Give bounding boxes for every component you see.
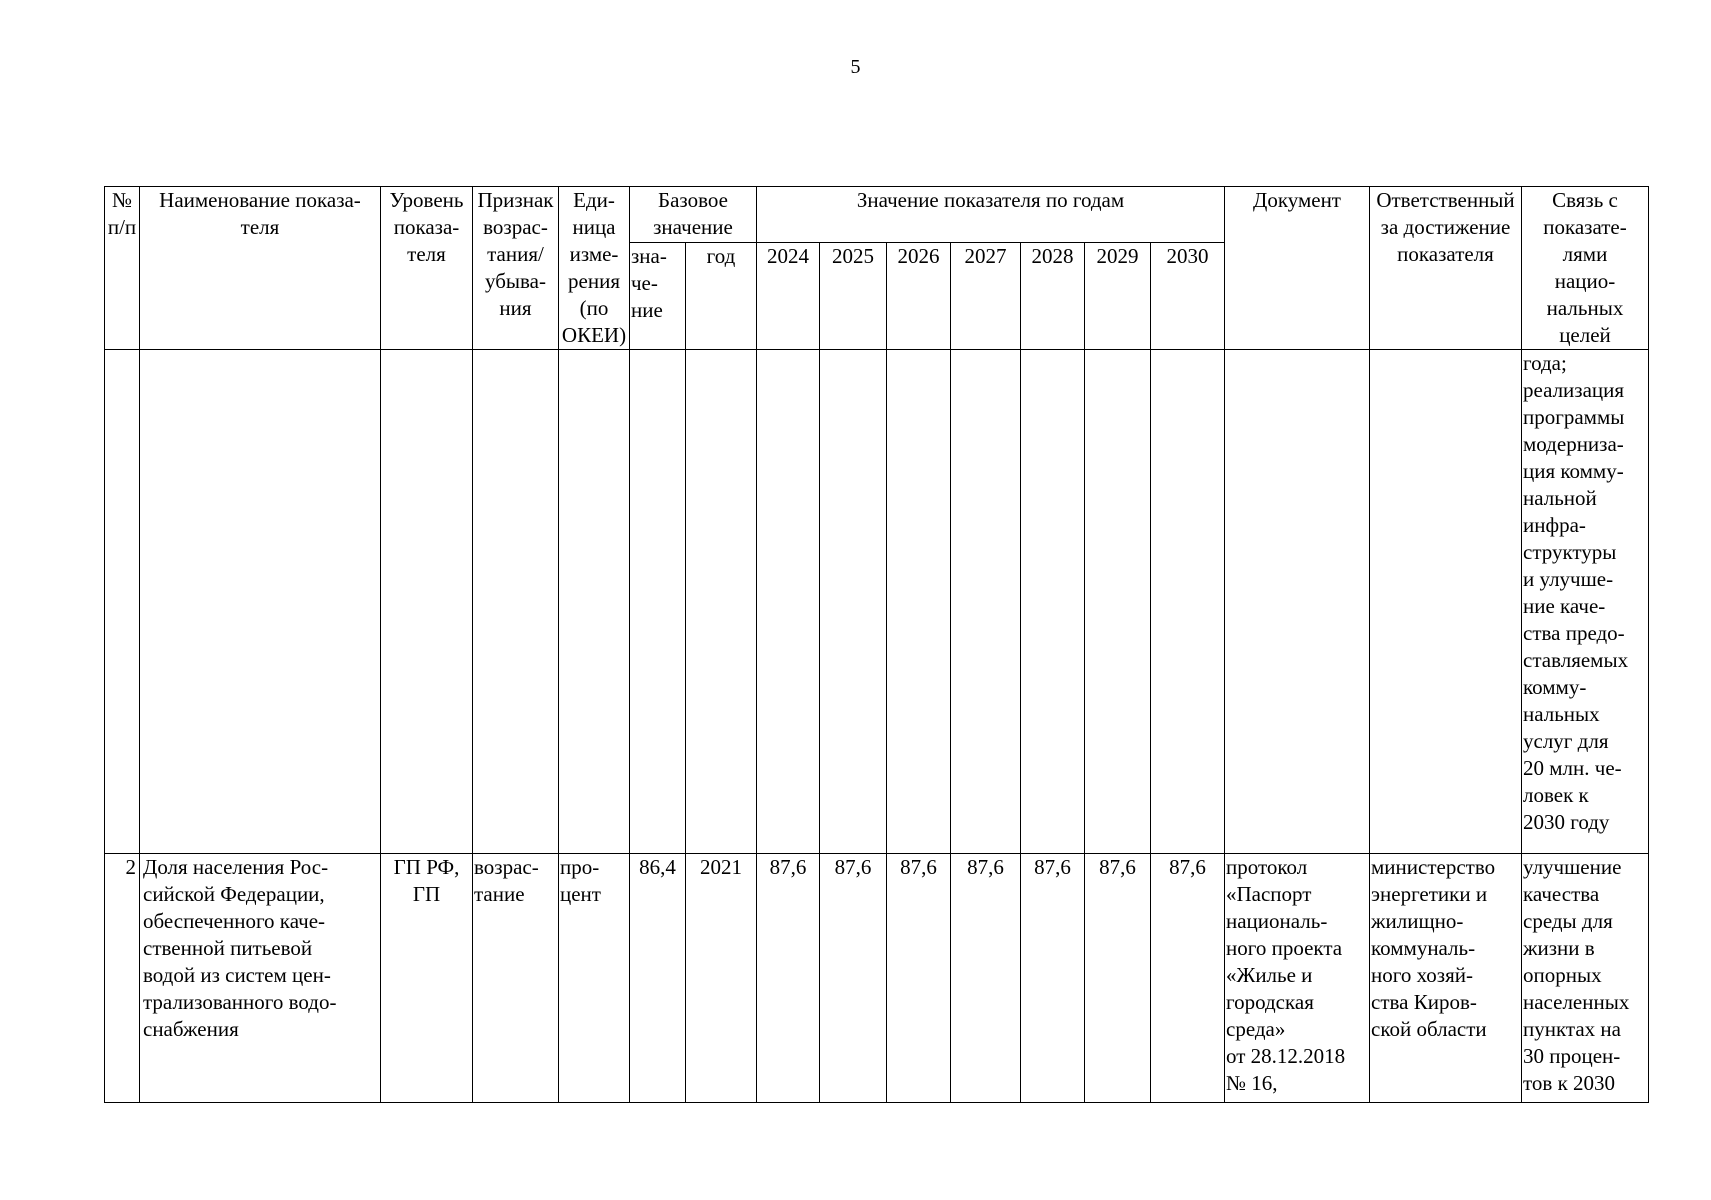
header-base-value: зна- че- ние <box>630 242 686 349</box>
header-year-2026: 2026 <box>887 242 951 349</box>
header-year-2030: 2030 <box>1151 242 1225 349</box>
table-row-2 <box>105 854 1649 1103</box>
cell-empty <box>951 350 1021 854</box>
header-row-1 <box>105 187 1649 243</box>
header-years-group: Значение показателя по годам <box>757 187 1225 243</box>
header-indicator-name: Наименование показа- теля <box>140 187 381 350</box>
header-unit: Еди- ница изме- рения (по ОКЕИ) <box>559 187 630 350</box>
cell-value-2027: 87,6 <box>951 854 1021 1103</box>
cell-national-goals-link: улучшение качества среды для жизни в опорных населенных пунктах на 30 процен- тов к 2030 <box>1522 854 1649 1103</box>
cell-indicator-name: Доля населения Рос- сийской Федерации, обеспеченного каче- ственной питьевой водой из систем цен- трализованного водо- снабжения <box>140 854 381 1103</box>
cell-value-2029: 87,6 <box>1085 854 1151 1103</box>
cell-empty <box>1370 350 1522 854</box>
header-trend-sign: Признак возрас- тания/ убыва- ния <box>473 187 559 350</box>
header-year-2028: 2028 <box>1021 242 1085 349</box>
cell-empty <box>105 350 140 854</box>
cell-empty <box>757 350 820 854</box>
cell-empty <box>473 350 559 854</box>
cell-national-goals-link: года; реализация программы модерниза- ция комму- нальной инфра- структуры и улучше- ние каче- ства предо- ставляемых комму- нальных услуг для 20 млн. че- ловек к 2030 году <box>1522 350 1649 854</box>
cell-empty <box>381 350 473 854</box>
cell-indicator-level: ГП РФ, ГП <box>381 854 473 1103</box>
cell-row-number: 2 <box>105 854 140 1103</box>
header-number: № п/п <box>105 187 140 350</box>
header-year-2029: 2029 <box>1085 242 1151 349</box>
cell-empty <box>1151 350 1225 854</box>
cell-trend-sign: возрас- тание <box>473 854 559 1103</box>
cell-empty <box>140 350 381 854</box>
cell-empty <box>1225 350 1370 854</box>
header-indicator-level: Уровень показа- теля <box>381 187 473 350</box>
cell-empty <box>1085 350 1151 854</box>
page-number: 5 <box>850 56 861 78</box>
header-document: Документ <box>1225 187 1370 350</box>
header-year-2024: 2024 <box>757 242 820 349</box>
header-base-year: год <box>686 242 757 349</box>
cell-value-2030: 87,6 <box>1151 854 1225 1103</box>
cell-empty <box>1021 350 1085 854</box>
cell-value-2026: 87,6 <box>887 854 951 1103</box>
cell-base-value: 86,4 <box>630 854 686 1103</box>
cell-value-2028: 87,6 <box>1021 854 1085 1103</box>
indicators-table <box>104 186 1649 1103</box>
header-base-value-group: Базовое значение <box>630 187 757 243</box>
table-row-continuation <box>105 350 1649 854</box>
cell-empty <box>630 350 686 854</box>
cell-value-2024: 87,6 <box>757 854 820 1103</box>
cell-document: протокол «Паспорт националь- ного проекта «Жилье и городская среда» от 28.12.2018 № 16, <box>1225 854 1370 1103</box>
cell-responsible: министерство энергетики и жилищно- коммуналь- ного хозяй- ства Киров- ской области <box>1370 854 1522 1103</box>
header-year-2025: 2025 <box>820 242 887 349</box>
header-responsible: Ответственный за достижение показателя <box>1370 187 1522 350</box>
cell-empty <box>686 350 757 854</box>
cell-empty <box>820 350 887 854</box>
cell-base-year: 2021 <box>686 854 757 1103</box>
cell-empty <box>559 350 630 854</box>
header-year-2027: 2027 <box>951 242 1021 349</box>
cell-value-2025: 87,6 <box>820 854 887 1103</box>
header-national-goals-link: Связь с показате- лями нацио- нальных целей <box>1522 187 1649 350</box>
cell-unit: про- цент <box>559 854 630 1103</box>
cell-empty <box>887 350 951 854</box>
